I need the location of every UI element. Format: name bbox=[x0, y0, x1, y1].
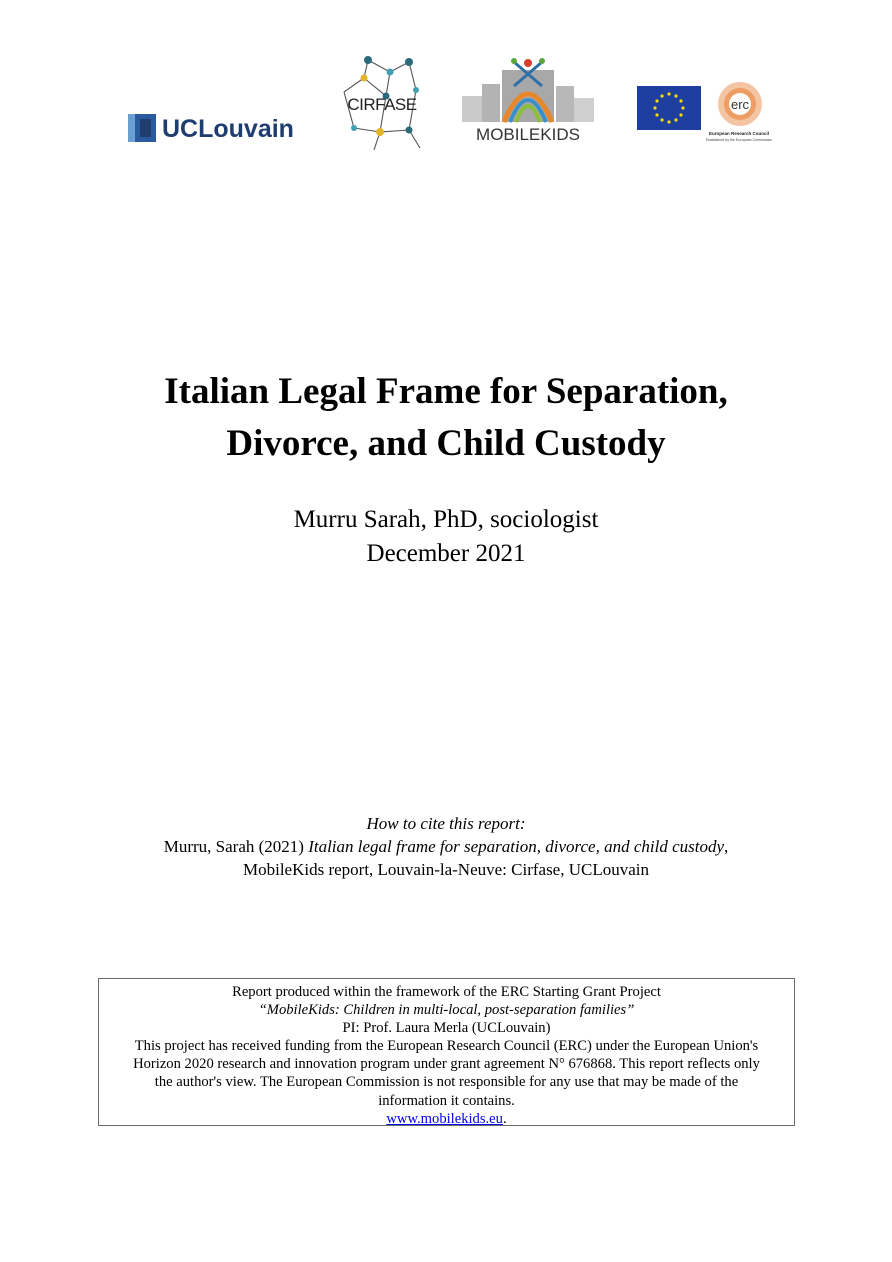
link-suffix: . bbox=[502, 1110, 507, 1127]
citation-line1 bbox=[0, 835, 892, 858]
funding-project-name: “MobileKids: Children in multi-local, post-separation families” bbox=[258, 1002, 635, 1019]
author-name: Murru Sarah, PhD, sociologist bbox=[293, 506, 599, 533]
uclouvain-logo bbox=[128, 108, 318, 148]
citation-title: Italian legal frame for separation, divorce, and child custody bbox=[308, 837, 725, 856]
mobilekids-logo bbox=[458, 56, 598, 144]
citation-block bbox=[0, 812, 892, 881]
funding-para-line4: information it contains. bbox=[378, 1092, 515, 1109]
funding-para-line1: This project has received funding from the European Research Council (ERC) under the European Union's bbox=[134, 1038, 759, 1055]
citation-prefix: Murru, Sarah (2021) bbox=[163, 837, 309, 856]
svg-text:MOBILEKIDS: MOBILEKIDS bbox=[476, 125, 580, 144]
funding-pi: PI: Prof. Laura Merla (UCLouvain) bbox=[342, 1020, 551, 1037]
funding-line1: Report produced within the framework of the ERC Starting Grant Project bbox=[232, 984, 661, 1000]
svg-text:UCLouvain: UCLouvain bbox=[162, 115, 294, 143]
erc-logo bbox=[706, 80, 772, 148]
citation-line2: MobileKids report, Louvain-la-Neuve: Cirfase, UCLouvain bbox=[242, 860, 649, 879]
citation-heading: How to cite this report: bbox=[366, 814, 526, 833]
svg-text:European Research Council: European Research Council bbox=[708, 131, 770, 136]
eu-flag-icon bbox=[637, 86, 701, 130]
mobilekids-website-link[interactable]: www.mobilekids.eu bbox=[386, 1110, 503, 1127]
funding-para-line2: Horizon 2020 research and innovation program under grant agreement N° 676868. This report reflects only bbox=[133, 1056, 760, 1073]
funding-notice-box bbox=[98, 978, 795, 1126]
cirfase-logo bbox=[334, 52, 430, 152]
report-date: December 2021 bbox=[366, 540, 526, 567]
svg-text:CIRFASE: CIRFASE bbox=[347, 95, 417, 114]
report-title bbox=[0, 366, 892, 470]
report-title-line2: Divorce, and Child Custody bbox=[226, 423, 666, 464]
svg-text:erc: erc bbox=[730, 97, 750, 112]
report-title-line1: Italian Legal Frame for Separation, bbox=[164, 371, 728, 412]
svg-text:Established by the European Co: Established by the European Commission bbox=[706, 138, 772, 142]
citation-suffix: , bbox=[724, 837, 729, 856]
funding-para-line3: the author's view. The European Commission is not responsible for any use that may be made of the bbox=[154, 1074, 739, 1091]
author-block bbox=[0, 503, 892, 571]
